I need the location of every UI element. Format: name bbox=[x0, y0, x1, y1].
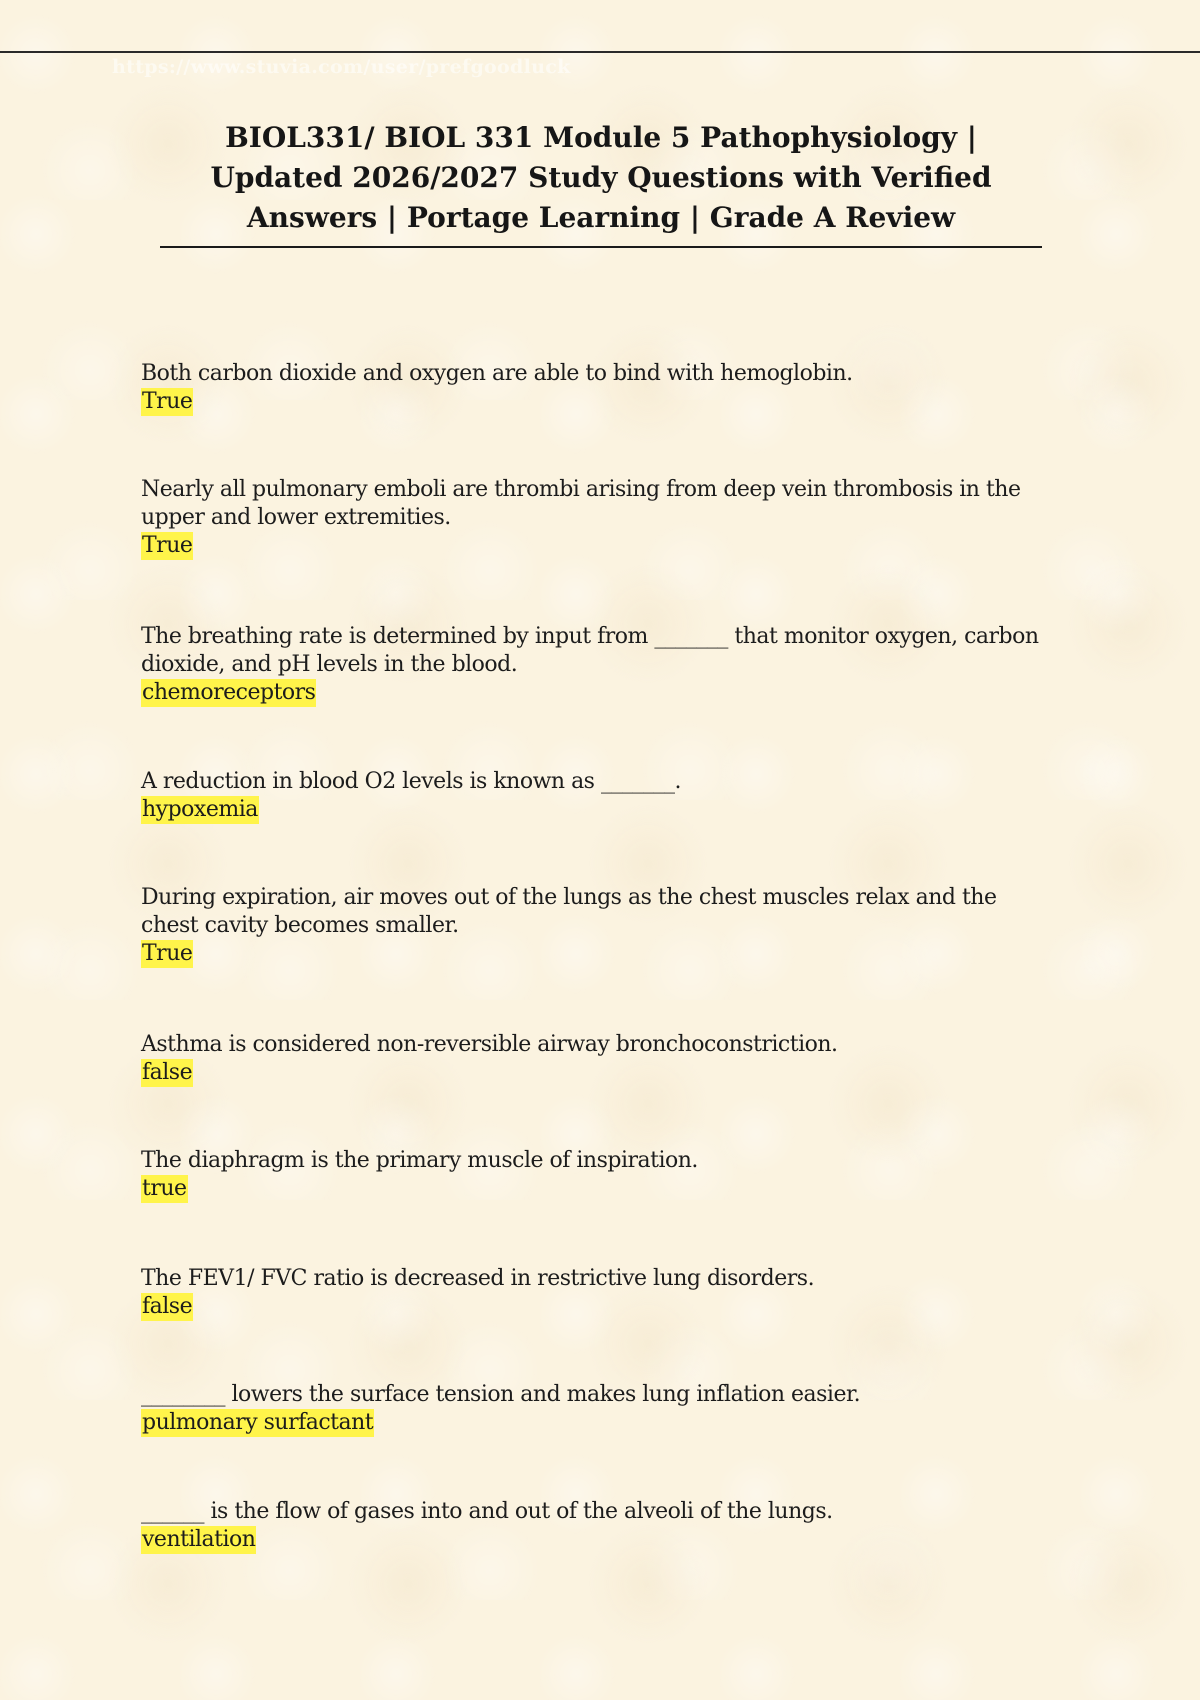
qa-item bbox=[141, 1031, 1041, 1087]
qa-item bbox=[141, 1381, 1041, 1437]
qa-item bbox=[141, 360, 1041, 416]
question-text: During expiration, air moves out of the lungs as the chest muscles relax and the chest cavity becomes smaller. bbox=[141, 885, 997, 938]
document-title: BIOL331/ BIOL 331 Module 5 Pathophysiology | Updated 2026/2027 Study Questions with Verified Answers | Portage Learning | Grade A Review bbox=[210, 121, 992, 234]
question-text: ______ is the flow of gases into and out of the alveoli of the lungs. bbox=[141, 1499, 833, 1524]
answer-highlight: chemoreceptors bbox=[142, 680, 316, 705]
question-text: The diaphragm is the primary muscle of inspiration. bbox=[141, 1148, 698, 1173]
answer-highlight: True bbox=[142, 533, 193, 558]
question-text: The FEV1/ FVC ratio is decreased in restrictive lung disorders. bbox=[141, 1266, 815, 1291]
qa-item bbox=[141, 623, 1041, 707]
question-text: A reduction in blood O2 levels is known as _______. bbox=[141, 769, 681, 794]
answer-highlight: True bbox=[142, 941, 193, 966]
watermark-url: https://www.stuvia.com/user/prefgoodluck bbox=[112, 56, 571, 78]
question-text: The breathing rate is determined by input from _______ that monitor oxygen, carbon dioxide, and pH levels in the blood. bbox=[141, 624, 1039, 677]
answer-highlight: false bbox=[142, 1060, 193, 1085]
qa-item bbox=[141, 1147, 1041, 1203]
qa-item bbox=[141, 768, 1041, 824]
qa-item bbox=[141, 1498, 1041, 1554]
question-text: Nearly all pulmonary emboli are thrombi arising from deep vein thrombosis in the upper and lower extremities. bbox=[141, 477, 1021, 530]
question-text: Asthma is considered non-reversible airway bronchoconstriction. bbox=[141, 1032, 838, 1057]
question-text: Both carbon dioxide and oxygen are able to bind with hemoglobin. bbox=[141, 361, 853, 386]
title-block bbox=[160, 118, 1042, 248]
answer-highlight: false bbox=[142, 1294, 193, 1319]
qa-item bbox=[141, 884, 1041, 968]
qa-item bbox=[141, 476, 1041, 560]
qa-item bbox=[141, 1265, 1041, 1321]
answer-highlight: pulmonary surfactant bbox=[142, 1410, 374, 1435]
answer-highlight: ventilation bbox=[142, 1527, 256, 1552]
answer-highlight: hypoxemia bbox=[142, 797, 258, 822]
question-text: ________ lowers the surface tension and makes lung inflation easier. bbox=[141, 1382, 861, 1407]
answer-highlight: true bbox=[142, 1176, 187, 1201]
top-divider bbox=[0, 51, 1200, 53]
answer-highlight: True bbox=[142, 389, 193, 414]
